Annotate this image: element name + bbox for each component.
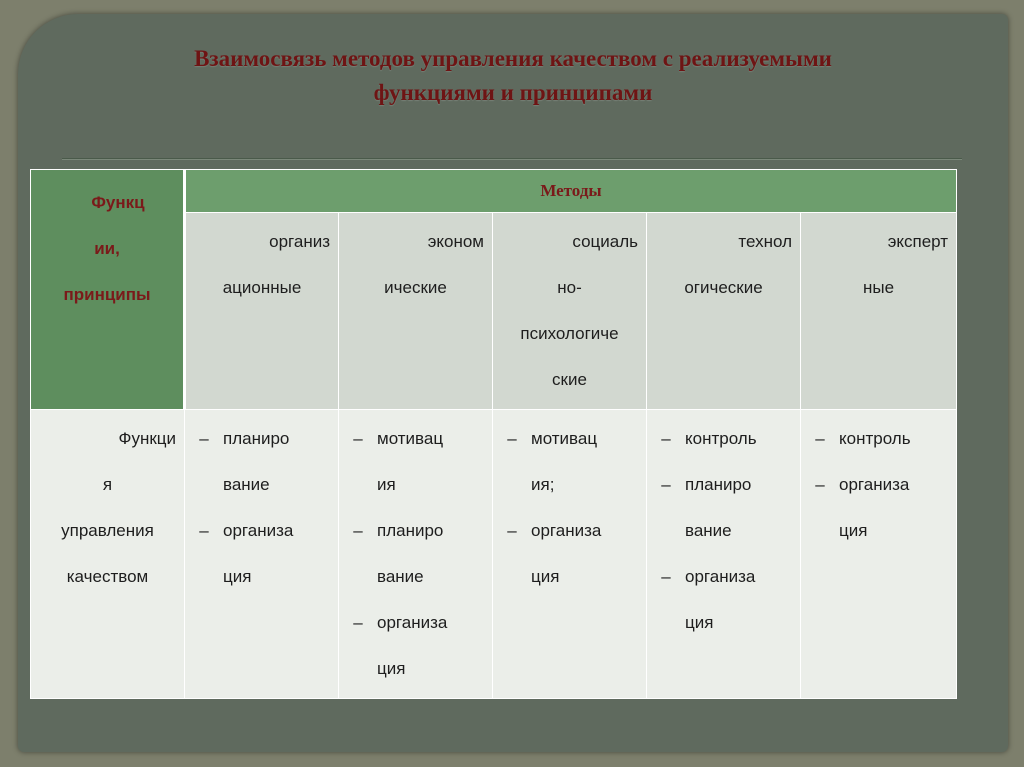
list-item: [647, 560, 800, 606]
dash-bullet: –: [199, 429, 209, 448]
list-item: [493, 468, 646, 514]
list-item: [185, 468, 338, 514]
title-line-1: Взаимосвязь методов управления качеством с реализуемыми: [194, 46, 832, 71]
dash-bullet: –: [507, 429, 517, 448]
list-item: [339, 422, 492, 468]
list-item: [493, 514, 646, 560]
list-item-text: организа: [839, 475, 910, 494]
list-item: [339, 468, 492, 514]
dash-bullet: –: [353, 613, 363, 632]
list-item: [185, 422, 338, 468]
list-item-text: ция: [685, 613, 714, 632]
dash-bullet: –: [661, 567, 671, 586]
list-item: [339, 652, 492, 698]
method-header-line: организ: [269, 232, 330, 251]
functions-header-line: ии,: [94, 239, 120, 258]
dash-bullet: –: [353, 429, 363, 448]
list-item-text: вание: [223, 475, 270, 494]
method-column-header: [647, 213, 801, 410]
method-header-line: психологиче: [520, 324, 619, 343]
functions-header-cell: [31, 170, 185, 410]
method-column-header: [339, 213, 493, 410]
list-item: [493, 560, 646, 606]
list-item: [647, 514, 800, 560]
method-column-header: [185, 213, 339, 410]
functions-header-line: принципы: [63, 285, 151, 304]
list-item: [493, 422, 646, 468]
method-header-line: технол: [738, 232, 792, 251]
dash-bullet: –: [815, 429, 825, 448]
method-header-line: ные: [862, 278, 895, 297]
list-item: [647, 606, 800, 652]
list-item-text: планиро: [685, 475, 752, 494]
dash-bullet: –: [661, 429, 671, 448]
methods-header: Методы: [185, 170, 957, 213]
list-item: [339, 606, 492, 652]
list-item: [185, 514, 338, 560]
slide-title: [78, 42, 948, 110]
list-item: [801, 422, 956, 468]
list-item-text: ция: [839, 521, 868, 540]
method-header-line: ационные: [222, 278, 302, 297]
list-item-text: вание: [685, 521, 732, 540]
method-header-line: но-: [557, 278, 582, 297]
dash-bullet: –: [199, 521, 209, 540]
row-label-line: я: [102, 475, 113, 494]
table-cell: [185, 410, 339, 699]
table-cell: [801, 410, 957, 699]
list-item-text: мотивац: [377, 429, 444, 448]
list-item-text: планиро: [377, 521, 444, 540]
row-label-line: качеством: [66, 567, 149, 586]
list-item-text: организа: [377, 613, 448, 632]
list-item-text: вание: [377, 567, 424, 586]
list-item-text: планиро: [223, 429, 290, 448]
method-header-line: ические: [384, 278, 447, 297]
list-item: [339, 560, 492, 606]
list-item: [801, 468, 956, 514]
list-item-text: мотивац: [531, 429, 598, 448]
row-label-cell: [31, 410, 185, 699]
methods-table: [30, 169, 957, 699]
list-item-text: ция: [377, 659, 406, 678]
list-item-text: ия;: [531, 475, 555, 494]
method-header-line: социаль: [572, 232, 638, 251]
list-item-text: контроль: [685, 429, 757, 448]
method-column-header: [801, 213, 957, 410]
list-item-text: организа: [685, 567, 756, 586]
dash-bullet: –: [507, 521, 517, 540]
list-item: [801, 514, 956, 560]
dash-bullet: –: [353, 521, 363, 540]
list-item-text: организа: [223, 521, 294, 540]
functions-header-line: Функц: [91, 193, 145, 212]
list-item: [647, 468, 800, 514]
method-header-line: эконом: [427, 232, 484, 251]
dash-bullet: –: [815, 475, 825, 494]
method-column-header: [493, 213, 647, 410]
list-item-text: ция: [223, 567, 252, 586]
table-cell: [647, 410, 801, 699]
row-label-line: Функци: [118, 429, 176, 448]
method-header-line: эксперт: [887, 232, 949, 251]
list-item: [647, 422, 800, 468]
list-item: [339, 514, 492, 560]
table-cell: [493, 410, 647, 699]
list-item-text: ия: [377, 475, 396, 494]
list-item: [185, 560, 338, 606]
title-divider: [62, 158, 962, 160]
row-label-line: управления: [61, 521, 154, 540]
title-line-2: функциями и принципами: [373, 80, 653, 105]
list-item-text: ция: [531, 567, 560, 586]
table-cell: [339, 410, 493, 699]
method-header-line: огические: [684, 278, 763, 297]
list-item-text: организа: [531, 521, 602, 540]
method-header-line: ские: [552, 370, 587, 389]
dash-bullet: –: [661, 475, 671, 494]
list-item-text: контроль: [839, 429, 911, 448]
